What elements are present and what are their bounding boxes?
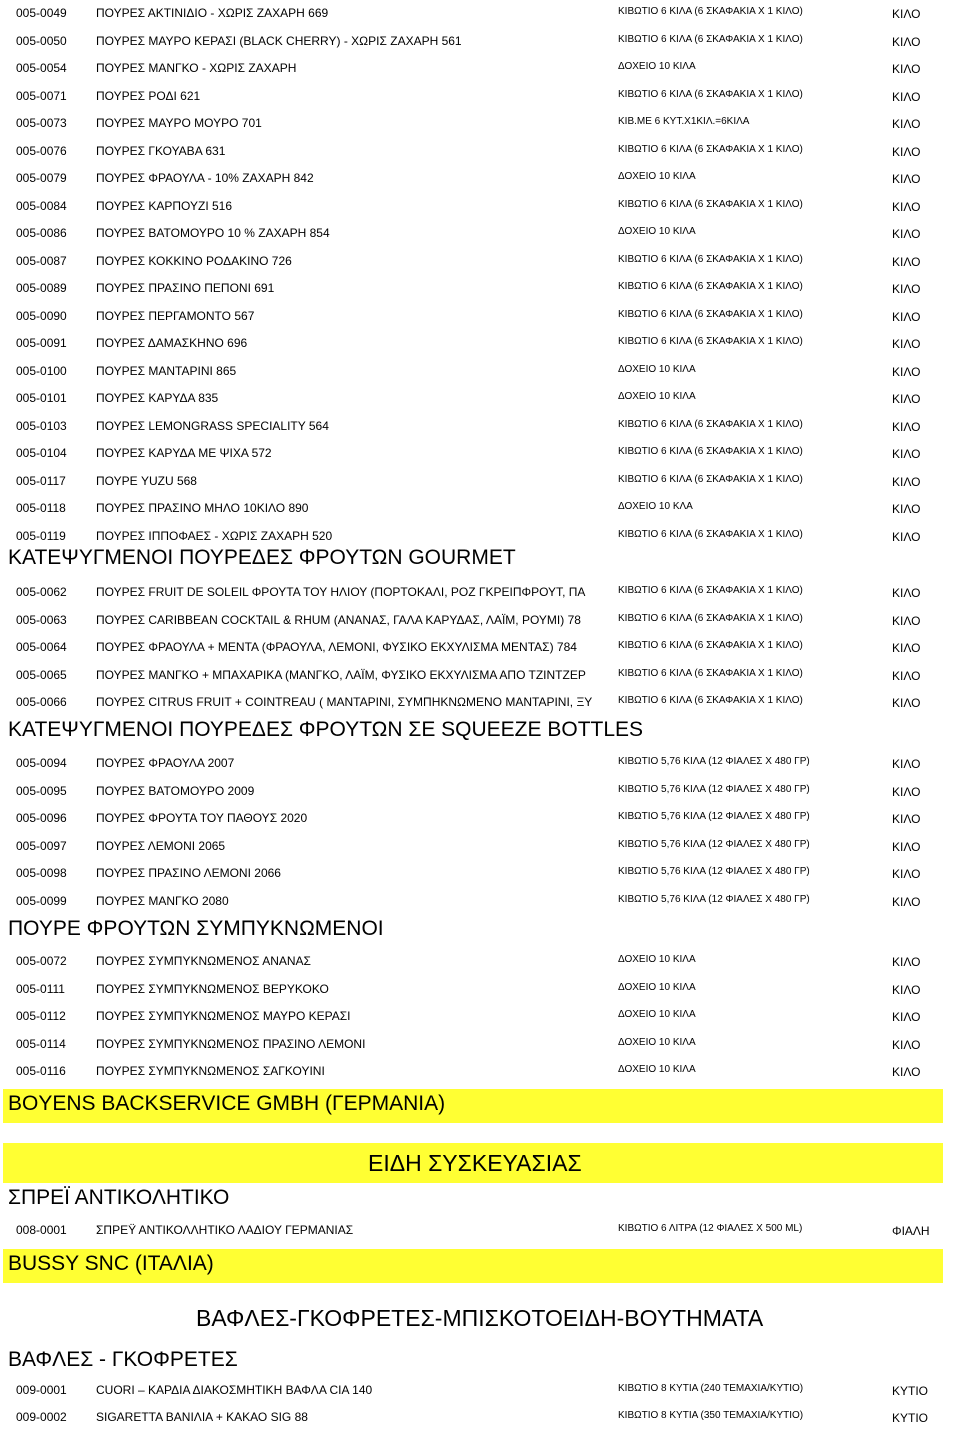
product-code: 005-0094 [16,756,67,770]
product-description: ΠΟΥΡΕΣ ΜΑΝΓΚΟ 2080 [96,893,229,908]
sales-unit: ΚΙΛΟ [892,7,921,21]
product-description: ΠΟΥΡΕΣ ΦΡΟΥΤΑ ΤΟΥ ΠΑΘΟΥΣ 2020 [96,811,308,825]
sales-unit: ΚΙΛΟ [892,502,921,516]
sales-unit: ΚΙΛΟ [892,117,921,131]
table-row [0,634,960,661]
sales-unit: ΚΙΛΟ [892,227,921,241]
sales-unit: ΚΙΛΟ [892,89,921,104]
product-description: SIGARETTA ΒΑΝΙΛΙΑ + ΚΑΚΑΟ SIG 88 [96,1410,308,1424]
sales-unit: ΚΙΛΟ [892,144,921,159]
product-code: 005-0119 [16,528,66,543]
product-description: ΠΟΥΡΕΣ ΣΥΜΠΥΚΝΩΜΕΝΟΣ ΜΑΥΡΟ ΚΕΡΑΣΙ [96,1009,351,1023]
table-row [0,1058,960,1085]
sales-unit: ΚΙΛΟ [892,867,921,881]
product-description: ΠΟΥΡΕΣ ΠΕΡΓΑΜΟΝΤΟ 567 [96,308,255,323]
packaging: ΚΙΒΩΤΙΟ 6 ΚΙΛΑ (6 ΣΚΑΦΑΚΙΑ Χ 1 ΚΙΛΟ) [618,33,803,45]
product-description: ΠΟΥΡΕΣ CITRUS FRUIT + COINTREAU ( ΜΑΝΤΑΡΙΝΙ, ΣΥΜΠΗΚΝΩΜΕΝΟ ΜΑΝΤΑΡΙΝΙ, ΞΥ [96,695,593,709]
product-code: 005-0099 [16,893,67,908]
product-code: 005-0097 [16,838,67,853]
product-description: ΠΟΥΡΕΣ ΓΚΟΥΑΒΑ 631 [96,143,226,158]
product-code: 005-0063 [16,612,67,627]
table-row [0,805,960,832]
section-heading: ΚΑΤΕΨΥΓΜΕΝΟΙ ΠΟΥΡΕΔΕΣ ΦΡΟΥΤΩΝ GOURMET [8,546,516,569]
packaging: ΔΟΧΕΙΟ 10 ΚΙΛΑ [618,363,696,375]
packaging: ΔΟΧΕΙΟ 10 ΚΙΛΑ [618,1009,696,1020]
product-code: 005-0064 [16,640,67,654]
sales-unit: ΚΙΛΟ [892,696,921,710]
table-row [0,110,960,137]
table-row [0,948,960,975]
product-description: ΠΟΥΡΕΣ ΔΑΜΑΣΚΗΝΟ 696 [96,336,248,350]
packaging: ΔΟΧΕΙΟ 10 ΚΙΛΑ [618,1036,696,1048]
product-code: 009-0001 [16,1383,67,1397]
sales-unit: ΚΥΤΙΟ [892,1384,929,1398]
product-description: ΠΟΥΡΕΣ ΒΑΤΟΜΟΥΡΟ 2009 [96,783,255,798]
product-code: 005-0091 [16,336,67,350]
sales-unit: ΚΙΛΟ [892,757,921,771]
category-title: ΒΑΦΛΕΣ-ΓΚΟΦΡΕΤΕΣ-ΜΠΙΣΚΟΤΟΕΙΔΗ-ΒΟΥΤΗΜΑΤΑ [196,1305,764,1331]
product-code: 005-0071 [16,88,67,103]
product-description: ΠΟΥΡΕΣ ΒΑΤΟΜΟΥΡΟ 10 % ΖΑΧΑΡΗ 854 [96,226,330,240]
table-row [0,193,960,220]
product-code: 005-0087 [16,253,67,268]
sales-unit: ΚΙΛΟ [892,419,921,434]
product-code: 005-0066 [16,695,67,709]
product-code: 005-0054 [16,61,67,75]
sales-unit: ΚΙΛΟ [892,282,921,296]
table-row [0,330,960,357]
product-code: 005-0084 [16,198,67,213]
sales-unit: ΚΙΛΟ [892,613,921,628]
product-code: 009-0002 [16,1410,67,1424]
packaging: ΚΙΒΩΤΙΟ 6 ΛΙΤΡΑ (12 ΦΙΑΛΕΣ Χ 500 ML) [618,1223,803,1234]
table-row [0,976,960,1003]
sales-unit: ΚΙΛΟ [892,668,921,683]
table-row [0,28,960,55]
product-code: 005-0111 [16,981,65,996]
packaging: ΚΙΒΩΤΙΟ 5,76 ΚΙΛΑ (12 ΦΙΑΛΕΣ Χ 480 ΓΡ) [618,756,810,767]
packaging: ΔΟΧΕΙΟ 10 ΚΙΛΑ [618,171,696,182]
product-description: ΠΟΥΡΕΣ ΦΡΑΟΥΛΑ - 10% ΖΑΧΑΡΗ 842 [96,171,314,185]
packaging: ΔΟΧΕΙΟ 10 ΚΙΛΑ [618,226,696,237]
product-code: 005-0116 [16,1064,66,1078]
product-code: 005-0118 [16,501,66,515]
packaging: ΚΙΒΩΤΙΟ 6 ΚΙΛΑ (6 ΣΚΑΦΑΚΙΑ Χ 1 ΚΙΛΟ) [618,143,803,155]
packaging: ΔΟΧΕΙΟ 10 ΚΙΛΑ [618,954,696,965]
sales-unit: ΚΙΛΟ [892,309,921,324]
packaging: ΚΙΒΩΤΙΟ 6 ΚΙΛΑ (6 ΣΚΑΦΑΚΙΑ Χ 1 ΚΙΛΟ) [618,473,803,485]
table-row [0,1404,960,1431]
product-code: 005-0103 [16,418,67,433]
product-description: ΠΟΥΡΕΣ ΙΠΠΟΦΑΕΣ - ΧΩΡΙΣ ΖΑΧΑΡΗ 520 [96,528,333,543]
table-row [0,440,960,467]
product-description: ΠΟΥΡΕΣ ΜΑΥΡΟ ΚΕΡΑΣΙ (BLACK CHERRY) - ΧΩΡΙΣ ΖΑΧΑΡΗ 561 [96,33,462,48]
product-code: 005-0065 [16,667,67,682]
product-description: ΠΟΥΡΕΣ ΡΟΔΙ 621 [96,88,201,103]
packaging: ΚΙΒΩΤΙΟ 6 ΚΙΛΑ (6 ΣΚΑΦΑΚΙΑ Χ 1 ΚΙΛΟ) [618,281,803,292]
sales-unit: ΚΙΛΟ [892,254,921,269]
packaging: ΔΟΧΕΙΟ 10 ΚΙΛΑ [618,1064,696,1075]
product-description: ΠΟΥΡΕΣ LEMONGRASS SPECIALITY 564 [96,418,329,433]
product-code: 005-0104 [16,446,67,460]
product-code: 005-0100 [16,363,67,378]
table-row [0,0,960,27]
packaging: ΚΙΒΩΤΙΟ 6 ΚΙΛΑ (6 ΣΚΑΦΑΚΙΑ Χ 1 ΚΙΛΟ) [618,308,803,320]
product-description: ΠΟΥΡΕΣ ΦΡΑΟΥΛΑ 2007 [96,756,235,770]
sales-unit: ΚΙΛΟ [892,641,921,655]
table-row [0,55,960,82]
product-code: 005-0050 [16,33,67,48]
sales-unit: ΚΙΛΟ [892,62,921,76]
product-description: ΠΟΥΡΕΣ ΠΡΑΣΙΝΟ ΠΕΠΟΝΙ 691 [96,281,275,295]
product-code: 005-0101 [16,391,67,405]
table-row [0,1217,960,1244]
table-row [0,579,960,606]
packaging: ΚΙΒΩΤΙΟ 6 ΚΙΛΑ (6 ΣΚΑΦΑΚΙΑ Χ 1 ΚΙΛΟ) [618,640,803,651]
sales-unit: ΚΙΛΟ [892,337,921,351]
product-code: 005-0072 [16,954,67,968]
sales-unit: ΚΙΛΟ [892,982,921,997]
sales-unit: ΚΙΛΟ [892,447,921,461]
table-row [0,413,960,440]
product-description: ΠΟΥΡΕΣ FRUIT DE SOLEIL ΦΡΟΥΤΑ ΤΟΥ ΗΛΙΟΥ (ΠΟΡΤΟΚΑΛΙ, ΡΟΖ ΓΚΡΕΙΠΦΡΟΥΤ, ΠΑ [96,585,586,599]
product-description: ΠΟΥΡΕΣ ΠΡΑΣΙΝΟ ΛΕΜΟΝΙ 2066 [96,866,281,880]
packaging: ΚΙΒΩΤΙΟ 6 ΚΙΛΑ (6 ΣΚΑΦΑΚΙΑ Χ 1 ΚΙΛΟ) [618,446,803,457]
product-description: CUORI – ΚΑΡΔΙΑ ΔΙΑΚΟΣΜΗΤΙΚΗ ΒΑΦΛΑ CIA 140 [96,1383,373,1397]
category-bar [3,1143,943,1183]
table-row [0,833,960,860]
product-description: ΠΟΥΡΕΣ ΚΑΡΠΟΥΖΙ 516 [96,198,233,213]
table-row [0,778,960,805]
sales-unit: ΚΙΛΟ [892,586,921,600]
sales-unit: ΚΙΛΟ [892,955,921,969]
product-description: ΣΠΡΕΫ ΑΝΤΙΚΟΛΛΗΤΙΚΟ ΛΑΔΙΟΥ ΓΕΡΜΑΝΙΑΣ [96,1223,354,1237]
sales-unit: ΚΙΛΟ [892,1010,921,1024]
table-row [0,750,960,777]
product-description: ΠΟΥΡΕΣ ΚΟΚΚΙΝΟ ΡΟΔΑΚΙΝΟ 726 [96,253,292,268]
sales-unit: ΚΙΛΟ [892,529,921,544]
packaging: ΚΙΒΩΤΙΟ 5,76 ΚΙΛΑ (12 ΦΙΑΛΕΣ Χ 480 ΓΡ) [618,866,810,877]
table-row [0,860,960,887]
table-row [0,275,960,302]
product-description: ΠΟΥΡΕΣ ΚΑΡΥΔΑ 835 [96,391,219,405]
product-description: ΠΟΥΡΕΣ ΑΚΤΙΝΙΔΙΟ - ΧΩΡΙΣ ΖΑΧΑΡΗ 669 [96,6,329,20]
product-description: ΠΟΥΡΕΣ ΣΥΜΠΥΚΝΩΜΕΝΟΣ ΒΕΡΥΚΟΚΟ [96,981,329,996]
product-description: ΠΟΥΡΕΣ ΜΑΝΤΑΡΙΝΙ 865 [96,363,237,378]
product-description: ΠΟΥΡΕΣ ΠΡΑΣΙΝΟ ΜΗΛΟ 10ΚΙΛΟ 890 [96,501,309,515]
packaging: ΚΙΒΩΤΙΟ 6 ΚΙΛΑ (6 ΣΚΑΦΑΚΙΑ Χ 1 ΚΙΛΟ) [618,418,803,430]
table-row [0,303,960,330]
table-row [0,165,960,192]
table-row [0,1031,960,1058]
product-code: 005-0112 [16,1009,66,1023]
table-row [0,495,960,522]
supplier-bar [3,1089,943,1123]
packaging: ΚΙΒΩΤΙΟ 8 ΚΥΤΙΑ (240 ΤΕΜΑΧΙΑ/ΚΥΤΙΟ) [618,1383,804,1394]
product-code: 005-0098 [16,866,67,880]
sales-unit: ΦΙΑΛΗ [892,1224,930,1238]
packaging: ΔΟΧΕΙΟ 10 ΚΙΛΑ [618,391,696,402]
packaging: ΔΟΧΕΙΟ 10 ΚΛΑ [618,501,693,512]
table-row [0,220,960,247]
sales-unit: ΚΙΛΟ [892,364,921,379]
packaging: ΔΟΧΕΙΟ 10 ΚΙΛΑ [618,981,696,993]
table-row [0,1003,960,1030]
table-row [0,689,960,716]
product-description: ΠΟΥΡΕΣ ΛΕΜΟΝΙ 2065 [96,838,226,853]
packaging: ΚΙΒΩΤΙΟ 6 ΚΙΛΑ (6 ΣΚΑΦΑΚΙΑ Χ 1 ΚΙΛΟ) [618,585,803,596]
table-row [0,248,960,275]
sales-unit: ΚΙΛΟ [892,1037,921,1052]
table-row [0,888,960,915]
packaging: ΚΙΒ.ΜΕ 6 ΚΥΤ.Χ1ΚΙΛ.=6ΚΙΛΑ [618,116,750,127]
packaging: ΚΙΒΩΤΙΟ 6 ΚΙΛΑ (6 ΣΚΑΦΑΚΙΑ Χ 1 ΚΙΛΟ) [618,198,803,210]
product-description: ΠΟΥΡΕΣ ΦΡΑΟΥΛΑ + ΜΕΝΤΑ (ΦΡΑΟΥΛΑ, ΛΕΜΟΝΙ, ΦΥΣΙΚΟ ΕΚΧΥΛΙΣΜΑ ΜΕΝΤΑΣ) 784 [96,640,577,654]
packaging: ΚΙΒΩΤΙΟ 8 ΚΥΤΙΑ (350 ΤΕΜΑΧΙΑ/ΚΥΤΙΟ) [618,1410,804,1421]
product-code: 005-0089 [16,281,67,295]
packaging: ΚΙΒΩΤΙΟ 6 ΚΙΛΑ (6 ΣΚΑΦΑΚΙΑ Χ 1 ΚΙΛΟ) [618,253,803,265]
sales-unit: ΚΙΛΟ [892,894,921,909]
table-row [0,138,960,165]
packaging: ΚΙΒΩΤΙΟ 5,76 ΚΙΛΑ (12 ΦΙΑΛΕΣ Χ 480 ΓΡ) [618,838,810,850]
product-description: ΠΟΥΡΕΣ ΜΑΥΡΟ ΜΟΥΡΟ 701 [96,116,262,130]
sales-unit: ΚΙΛΟ [892,474,921,489]
section-heading: ΒΑΦΛΕΣ - ΓΚΟΦΡΕΤΕΣ [8,1348,238,1371]
packaging: ΚΙΒΩΤΙΟ 5,76 ΚΙΛΑ (12 ΦΙΑΛΕΣ Χ 480 ΓΡ) [618,893,810,905]
product-code: 005-0096 [16,811,67,825]
category-title: ΕΙΔΗ ΣΥΣΚΕΥΑΣΙΑΣ [368,1150,582,1176]
product-code: 005-0086 [16,226,67,240]
table-row [0,662,960,689]
table-row [0,385,960,412]
product-description: ΠΟΥΡΕΣ ΣΥΜΠΥΚΝΩΜΕΝΟΣ ΠΡΑΣΙΝΟ ΛΕΜΟΝΙ [96,1036,366,1051]
sales-unit: ΚΙΛΟ [892,172,921,186]
product-code: 005-0076 [16,143,67,158]
product-description: ΠΟΥΡΕΣ ΣΥΜΠΥΚΝΩΜΕΝΟΣ ΑΝΑΝΑΣ [96,954,311,968]
packaging: ΚΙΒΩΤΙΟ 6 ΚΙΛΑ (6 ΣΚΑΦΑΚΙΑ Χ 1 ΚΙΛΟ) [618,695,803,706]
product-description: ΠΟΥΡΕΣ ΣΥΜΠΥΚΝΩΜΕΝΟΣ ΣΑΓΚΟΥΙΝΙ [96,1064,325,1078]
sales-unit: ΚΙΛΟ [892,839,921,854]
table-row [0,1377,960,1404]
supplier-bar [3,1249,943,1283]
sales-unit: ΚΥΤΙΟ [892,1411,929,1425]
product-description: ΠΟΥΡΕΣ ΜΑΝΓΚΟ + ΜΠΑΧΑΡΙΚΑ (ΜΑΝΓΚΟ, ΛΑΪΜ, ΦΥΣΙΚΟ ΕΚΧΥΛΙΣΜΑ ΑΠΟ ΤΖΙΝΤΖΕΡ [96,667,586,682]
product-code: 005-0090 [16,308,67,323]
sales-unit: ΚΙΛΟ [892,199,921,214]
packaging: ΔΟΧΕΙΟ 10 ΚΙΛΑ [618,61,696,72]
product-code: 005-0079 [16,171,67,185]
packaging: ΚΙΒΩΤΙΟ 6 ΚΙΛΑ (6 ΣΚΑΦΑΚΙΑ Χ 1 ΚΙΛΟ) [618,336,803,347]
supplier-name: BUSSY SNC (ΙΤΑΛΙΑ) [8,1252,214,1275]
section-heading: ΣΠΡΕΪ ΑΝΤΙΚΟΛΗΤΙΚΟ [8,1186,230,1209]
sales-unit: ΚΙΛΟ [892,812,921,826]
sales-unit: ΚΙΛΟ [892,392,921,406]
sales-unit: ΚΙΛΟ [892,784,921,799]
section-heading: ΠΟΥΡΕ ΦΡΟΥΤΩΝ ΣΥΜΠΥΚΝΩΜΕΝΟΙ [8,917,384,940]
packaging: ΚΙΒΩΤΙΟ 6 ΚΙΛΑ (6 ΣΚΑΦΑΚΙΑ Χ 1 ΚΙΛΟ) [618,6,803,17]
product-code: 005-0095 [16,783,67,798]
product-code: 008-0001 [16,1223,67,1237]
product-code: 005-0049 [16,6,67,20]
product-description: ΠΟΥΡΕΣ ΚΑΡΥΔΑ ΜΕ ΨΙΧΑ 572 [96,446,272,460]
product-description: ΠΟΥΡΕ YUZU 568 [96,473,197,488]
table-row [0,607,960,634]
packaging: ΚΙΒΩΤΙΟ 6 ΚΙΛΑ (6 ΣΚΑΦΑΚΙΑ Χ 1 ΚΙΛΟ) [618,667,803,679]
packaging: ΚΙΒΩΤΙΟ 6 ΚΙΛΑ (6 ΣΚΑΦΑΚΙΑ Χ 1 ΚΙΛΟ) [618,612,803,624]
supplier-name: BOYENS BACKSERVICE GMBH (ΓΕΡΜΑΝΙΑ) [8,1092,446,1115]
packaging: ΚΙΒΩΤΙΟ 6 ΚΙΛΑ (6 ΣΚΑΦΑΚΙΑ Χ 1 ΚΙΛΟ) [618,528,803,540]
product-code: 005-0073 [16,116,67,130]
packaging: ΚΙΒΩΤΙΟ 5,76 ΚΙΛΑ (12 ΦΙΑΛΕΣ Χ 480 ΓΡ) [618,783,810,795]
product-code: 005-0117 [16,473,66,488]
table-row [0,83,960,110]
sales-unit: ΚΙΛΟ [892,34,921,49]
sales-unit: ΚΙΛΟ [892,1065,921,1079]
packaging: ΚΙΒΩΤΙΟ 6 ΚΙΛΑ (6 ΣΚΑΦΑΚΙΑ Χ 1 ΚΙΛΟ) [618,88,803,100]
section-heading: ΚΑΤΕΨΥΓΜΕΝΟΙ ΠΟΥΡΕΔΕΣ ΦΡΟΥΤΩΝ ΣΕ SQUEEZE BOTTLES [8,718,644,741]
product-description: ΠΟΥΡΕΣ ΜΑΝΓΚΟ - ΧΩΡΙΣ ΖΑΧΑΡΗ [96,61,297,75]
packaging: ΚΙΒΩΤΙΟ 5,76 ΚΙΛΑ (12 ΦΙΑΛΕΣ Χ 480 ΓΡ) [618,811,810,822]
table-row [0,358,960,385]
product-description: ΠΟΥΡΕΣ CARIBBEAN COCKTAIL & RHUM (ΑΝΑΝΑΣ, ΓΑΛΑ ΚΑΡΥΔΑΣ, ΛΑΪΜ, ΡΟΥΜΙ) 78 [96,612,581,627]
product-code: 005-0062 [16,585,67,599]
product-code: 005-0114 [16,1036,66,1051]
table-row [0,468,960,495]
